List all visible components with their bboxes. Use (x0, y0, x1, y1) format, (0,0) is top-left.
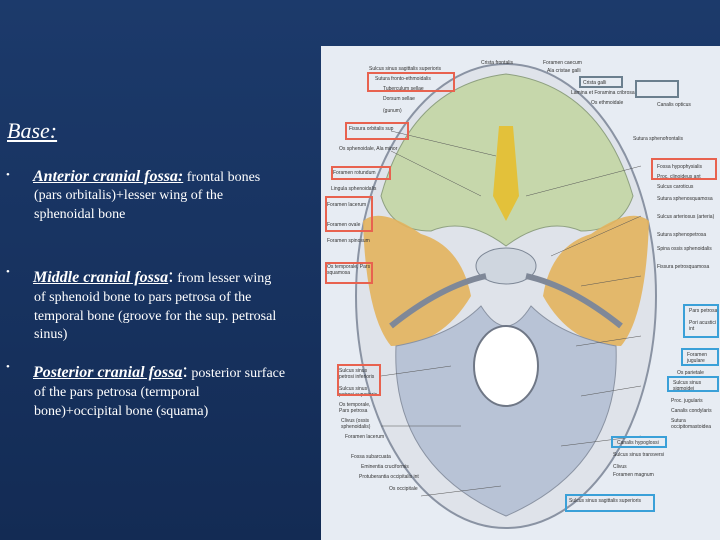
bullet-text: temporal bone (groove for the sup. petrosal (34, 308, 277, 324)
label-right-7: Sutura sphenopetrosa (657, 232, 707, 238)
label-left-3: Foramen rotundum (333, 170, 376, 176)
bullet-middle-fossa (6, 263, 316, 345)
foramen-magnum (474, 326, 538, 406)
bullet-dot: • (6, 169, 10, 181)
bullet-anterior-fossa (6, 166, 316, 224)
label-foramen-caecum: Foramen caecum (543, 60, 582, 66)
label-left-6: Foramen ovale (327, 222, 361, 228)
label-left-1: Fissura orbitalis sup (349, 126, 394, 132)
label-bottom-left-3: Clivus (ossis sphenoidalis) (341, 418, 371, 430)
label-bottom-left-8: Eminentia cruciformis (361, 464, 409, 470)
highlight-box (325, 262, 373, 284)
bullet-colon: : (168, 265, 174, 287)
label-right-15: Proc. jugularis (671, 398, 703, 404)
label-os-ethmoidale: Os ethmoidale (591, 100, 624, 106)
label-top-left-4: Dorsum sellae (383, 96, 415, 102)
label-bottom-left-6: Protuberantia occipitalis int (359, 474, 419, 480)
label-top-left-2: Sutura fronto-ethmoidalis (375, 76, 431, 82)
label-crista-galli: Crista galli (583, 80, 607, 86)
label-bottom-left-2: Os temporale, Pars petrosa (339, 402, 371, 414)
label-right-12: Foramen jugulare (687, 352, 708, 364)
label-right-17: Sutura occipitomastoidea (671, 418, 712, 430)
highlight-box (565, 494, 655, 512)
label-right-0: Canalis opticus (657, 102, 691, 108)
label-bottom-left-0: Sulcus sinus petrosi inferioris (339, 368, 375, 380)
label-right-8: Spina ossis sphenoidalis (657, 246, 712, 252)
highlight-box (651, 158, 717, 180)
label-right-19: Sulcus sinus transversi (613, 452, 665, 458)
highlight-box (681, 348, 719, 366)
bullet-dot: • (6, 361, 10, 373)
bullet-text: of sphenoid bone to pars petrosa of the (34, 290, 252, 306)
bullet-text: (pars orbitalis)+lesser wing of the (34, 188, 224, 204)
label-bottom-left-1: Sulcus sinus petrosi superioris (339, 386, 378, 398)
label-left-4: Lingula sphenoidalis (331, 186, 377, 192)
label-crista-frontalis: Crista frontalis (481, 60, 513, 66)
label-right-11: Pori acustici int (689, 320, 716, 332)
label-left-7: Foramen spinosum (327, 238, 370, 244)
label-top-left-1: Sulcus sinus sagittalis superioris (369, 66, 441, 72)
label-right-18: Canalis hypoglossi (617, 440, 659, 446)
label-right-1: Sutura sphenofrontalis (633, 136, 684, 142)
bullet-heading: Middle cranial fossa (33, 269, 169, 286)
bullet-text: sphenoidal bone (34, 206, 126, 222)
label-right-22: Sulcus sinus sagittalis superioris (569, 498, 641, 504)
label-left-2: Os sphenoidale, Ala minor (339, 146, 398, 152)
label-right-20: Clivus (613, 464, 627, 470)
label-right-16: Canalis condylaris (671, 408, 712, 414)
label-bottom-left-4: Foramen lacerum (345, 434, 385, 440)
bullet-text: of the pars petrosa (termporal (34, 385, 200, 401)
label-right-13: Os parietale (677, 370, 704, 376)
label-bottom-left-5: Fossa subarcuata (351, 454, 391, 460)
label-right-9: Fissura petrosquamosa (657, 264, 710, 270)
label-bottom-left-7: Os occipitale (389, 486, 418, 492)
label-lamina-cribrosa: Lamina et Foramina cribrosa (571, 90, 635, 96)
bullet-text: posterior surface (187, 366, 286, 381)
bullet-dot: • (6, 266, 10, 278)
highlight-box (611, 436, 667, 448)
label-right-2: Fossa hypophysialis (657, 164, 703, 170)
label-left-5: Foramen lacerum (327, 202, 367, 208)
bullet-text: sinus) (34, 327, 68, 343)
bullet-posterior-fossa (6, 358, 316, 421)
label-right-3: Proc. clinoideus ant (657, 174, 701, 180)
slide-title: Base: (7, 118, 58, 143)
bullet-text: from lesser wing (173, 271, 272, 286)
highlight-box (635, 80, 679, 98)
label-right-6: Sulcus arteriosus (arteria) (657, 214, 715, 220)
bullet-colon: : (182, 360, 188, 382)
bullet-text: bone)+occipital bone (squama) (34, 403, 209, 419)
skull-base-figure (321, 46, 720, 540)
label-right-14: Sulcus sinus sigmoidei (673, 380, 702, 392)
highlight-box (367, 72, 455, 92)
label-top-left-5: (gunum) (383, 108, 402, 114)
label-right-21: Foramen magnum (613, 472, 654, 478)
highlight-box (325, 196, 373, 232)
bullet-heading: Anterior cranial fossa: (33, 168, 184, 185)
bullet-heading: Posterior cranial fossa (33, 364, 183, 381)
label-right-4: Sulcus caroticus (657, 184, 694, 190)
bullet-text: frontal bones (183, 170, 261, 185)
label-ala-cristae-galli: Ala cristae galli (547, 68, 581, 74)
highlight-box (331, 166, 391, 180)
label-right-10: Pars petrosa (689, 308, 718, 314)
label-top-left-3: Tuberculum sellae (383, 86, 424, 92)
highlight-box (345, 122, 409, 140)
label-right-5: Sutura sphenosquamosa (657, 196, 713, 202)
highlight-box (337, 364, 381, 396)
highlight-box (579, 76, 623, 88)
highlight-box (683, 304, 719, 338)
highlight-box (667, 376, 719, 392)
label-left-8: Os temporale, Pars squamosa (327, 264, 371, 276)
